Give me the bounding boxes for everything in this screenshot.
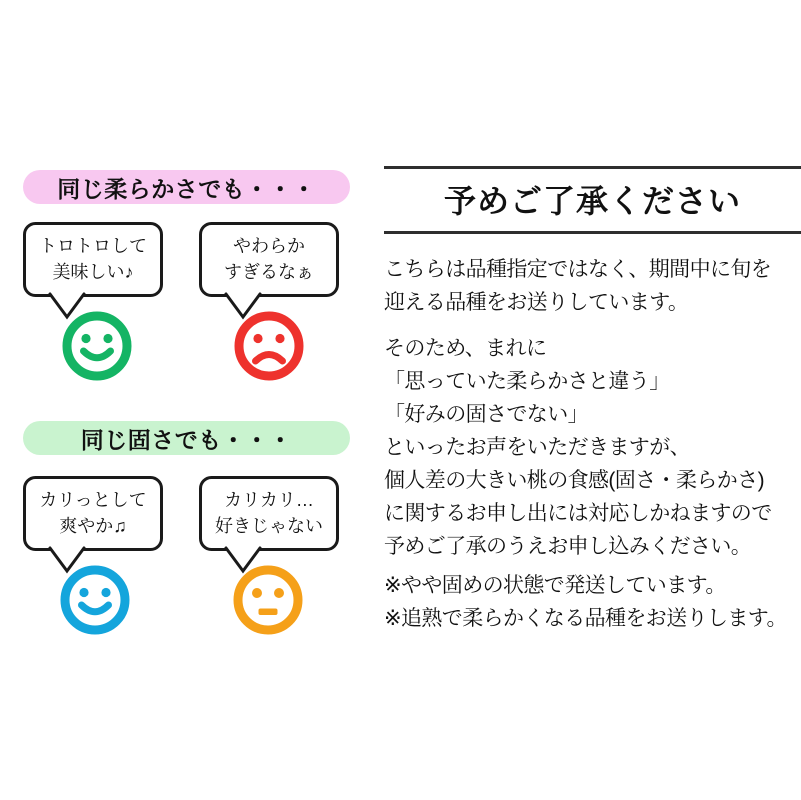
neutral-face-orange-icon	[233, 565, 303, 635]
notice-title: 予めご了承ください	[443, 183, 741, 219]
notice-paragraph-shipping-notes	[384, 569, 801, 635]
notice-line: 「思っていた柔らかさと違う」	[384, 370, 670, 393]
notice-line: 迎える品種をお送りしています。	[384, 291, 689, 314]
bubble-line: 爽やか♫	[59, 516, 127, 536]
notice-line: ※やや固めの状態で発送しています。	[384, 574, 726, 597]
speech-bubble-too-soft	[199, 222, 339, 322]
notice-line: そのため、まれに	[384, 337, 547, 360]
speech-bubble-crisp-refreshing	[23, 476, 163, 576]
notice-line: 予めご了承のうえお申し込みください。	[384, 535, 752, 558]
bubble-line: トロトロして	[39, 236, 147, 256]
speech-bubble-text	[199, 487, 339, 539]
notice-line: 個人差の大きい桃の食感(固さ・柔らかさ)	[384, 469, 764, 492]
sad-face-red-icon	[234, 311, 304, 381]
softness-banner	[23, 170, 350, 204]
speech-bubble-text	[23, 233, 163, 285]
notice-paragraph-variety	[384, 253, 801, 319]
happy-face-blue-icon	[60, 565, 130, 635]
bubble-line: カリカリ…	[224, 490, 314, 510]
happy-face-green-icon	[62, 311, 132, 381]
firmness-banner-label: 同じ固さでも・・・	[80, 426, 293, 453]
speech-bubble-melty-delicious	[23, 222, 163, 322]
notice-line: 「好みの固さでない」	[384, 403, 588, 426]
bubble-line: すぎるなぁ	[224, 262, 314, 282]
bubble-line: 好きじゃない	[215, 516, 323, 536]
speech-bubble-text	[23, 487, 163, 539]
softness-banner-label: 同じ柔らかさでも・・・	[57, 175, 316, 202]
notice-line: こちらは品種指定ではなく、期間中に旬を	[384, 258, 772, 281]
notice-top-rule	[384, 166, 801, 169]
speech-bubble-crunchy-dislike	[199, 476, 339, 576]
bubble-line: 美味しい♪	[52, 262, 134, 282]
notice-line: に関するお申し出には対応しかねますので	[384, 502, 772, 525]
notice-bottom-rule	[384, 231, 801, 234]
firmness-banner	[23, 421, 350, 455]
notice-paragraph-texture	[384, 332, 801, 563]
notice-line: ※追熟で柔らかくなる品種をお送りします。	[384, 607, 787, 630]
speech-bubble-text	[199, 233, 339, 285]
bubble-line: カリっとして	[39, 490, 147, 510]
notice-line: といったお声をいただきますが、	[384, 436, 690, 459]
bubble-line: やわらか	[233, 236, 305, 256]
